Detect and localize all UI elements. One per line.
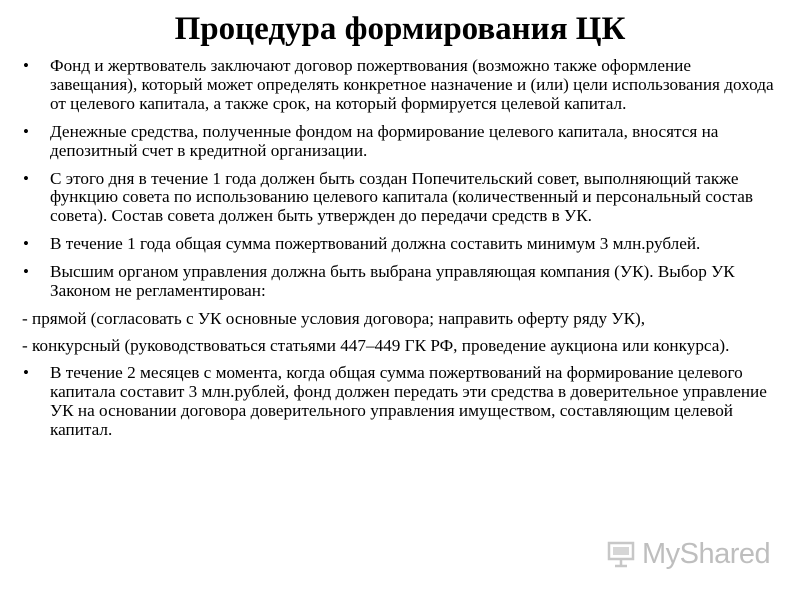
watermark-text: MyShared [642, 537, 771, 570]
bullet-dot: • [23, 362, 29, 382]
bullet-dot: • [23, 121, 29, 141]
presentation-board-icon [606, 539, 636, 569]
bullet-item-2 [22, 123, 778, 161]
bullet-dot: • [23, 262, 29, 282]
dash-text: - прямой (согласовать с УК основные условия договора; направить оферту ряду УК), [22, 308, 646, 328]
slide-content [22, 57, 778, 448]
bullet-text: Фонд и жертвователь заключают договор пожертвования (возможно также оформление завещания), который может определять конкретное назначение и (или) цели использования дохода от целевого капитала, а также срок, на который формируется целевой капитал. [50, 56, 774, 113]
bullet-dot: • [23, 234, 29, 254]
bullet-item-1 [22, 57, 778, 114]
bullet-item-3 [22, 170, 778, 227]
dash-item-competitive [22, 337, 778, 356]
slide-title: Процедура формирования ЦК [174, 11, 626, 47]
dash-item-direct [22, 310, 778, 329]
bullet-item-6 [22, 364, 778, 440]
bullet-text: В течение 2 месяцев с момента, когда общая сумма пожертвований на формирование целевого капитала составит 3 млн.рублей, фонд должен передать эти средства в доверительное управление УК на основании договора доверительного управления имуществом, составляющим целевой капитал. [50, 362, 767, 439]
bullet-item-4 [22, 235, 778, 254]
bullet-dot: • [23, 56, 29, 75]
bullet-text: С этого дня в течение 1 года должен быть создан Попечительский совет, выполняющий также функцию совета по использованию целевого капитала (количественный и персональный состав совета). Состав совета должен быть утвержден до передачи средств в УК. [50, 168, 753, 226]
bullet-text: Высшим органом управления должна быть выбрана управляющая компания (УК). Выбор УК Законом не регламентирован: [50, 262, 735, 301]
dash-text: - конкурсный (руководствоваться статьями 447–449 ГК РФ, проведение аукциона или конкурса). [22, 335, 730, 355]
bullet-text: В течение 1 года общая сумма пожертвований должна составить минимум 3 млн.рублей. [50, 234, 701, 254]
bullet-item-5 [22, 263, 778, 301]
watermark [606, 536, 770, 572]
bullet-dot: • [23, 168, 29, 188]
bullet-text: Денежные средства, полученные фондом на формирование целевого капитала, вносятся на депозитный счет в кредитной организации. [50, 121, 719, 160]
